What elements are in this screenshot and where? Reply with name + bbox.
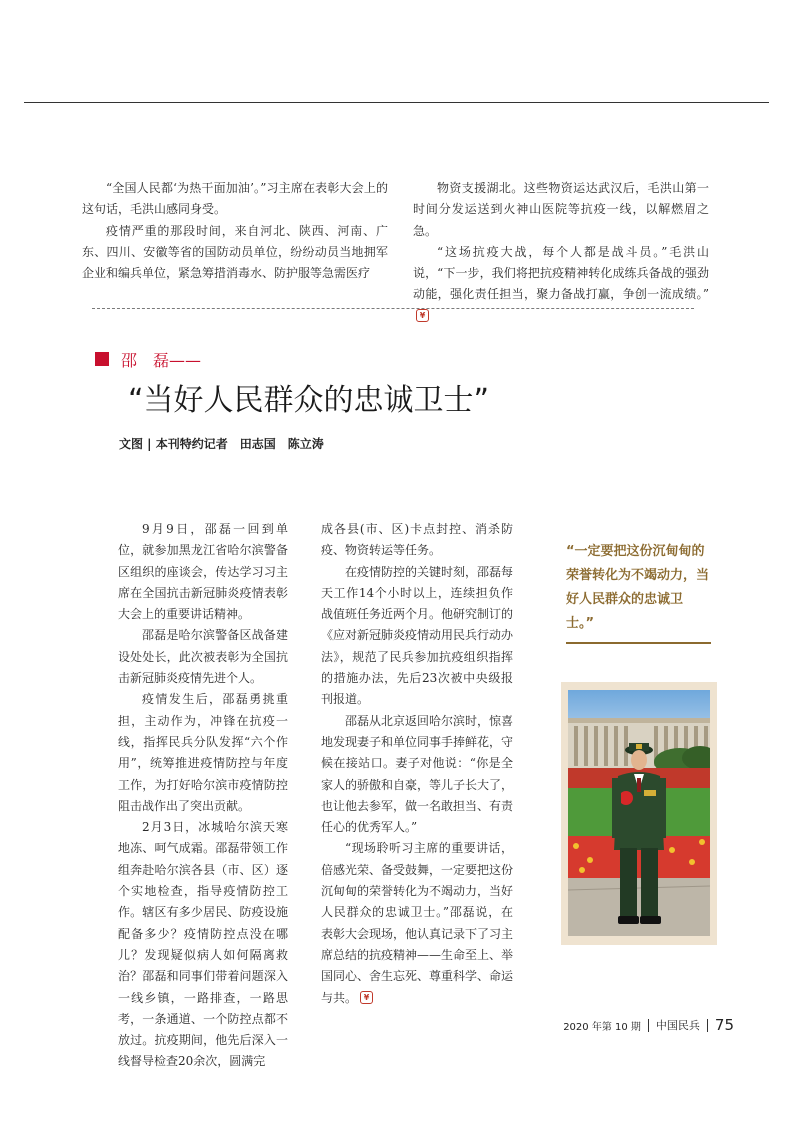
footer-divider <box>648 1019 649 1032</box>
paragraph: 在疫情防控的关键时刻，邵磊每天工作14个小时以上，连续担负作战值班任务近两个月。他研究制订的《应对新冠肺炎疫情动用民兵行动办法》，规范了民兵参加抗疫组织指挥的措施办法，先后23次被中央级报刊报道。 <box>321 564 514 707</box>
paragraph: “全国人民都‘为热干面加油’。”习主席在表彰大会上的这句话，毛洪山感同身受。 <box>82 181 388 217</box>
paragraph: 疫情严重的那段时间，来自河北、陕西、河南、广东、四川、安徽等省的国防动员单位，纷纷动员当地拥军企业和编兵单位，紧急筹措消毒水、防护服等急需医疗 <box>82 223 388 281</box>
red-square-icon <box>95 352 109 366</box>
header-rule <box>24 102 769 103</box>
photo-frame <box>561 682 717 945</box>
paragraph: 邵磊从北京返回哈尔滨时，惊喜地发现妻子和单位同事手捧鲜花，守候在接站口。妻子对他说：“你是全家人的骄傲和自豪，等儿子长大了，也让他去参军，做一名敢担当、有责任心的优秀军人。” <box>321 713 514 835</box>
prev-article-left-column <box>82 178 388 284</box>
article-column-1 <box>118 519 288 1073</box>
officer-photo <box>568 690 710 936</box>
pull-quote-text: “一定要把这份沉甸甸的荣誉转化为不竭动力，当好人民群众的忠诚卫士。” <box>566 544 710 631</box>
name-label: 邵 磊—— <box>121 350 202 370</box>
paragraph: 邵磊是哈尔滨警备区战备建设处处长，此次被表彰为全国抗击新冠肺炎疫情先进个人。 <box>118 628 288 686</box>
pull-quote <box>566 540 711 644</box>
paragraph: 疫情发生后，邵磊勇挑重担，主动作为，冲锋在抗疫一线，指挥民兵分队发挥“六个作用”，统筹推进疫情防控与年度工作，为打好哈尔滨市疫情防控阻击战作出了突出贡献。 <box>118 692 288 813</box>
section-divider <box>92 308 694 309</box>
issue-label: 2020 年第 10 期 <box>563 1021 641 1033</box>
paragraph: 物资支援湖北。这些物资运达武汉后，毛洪山第一时间分发运送到火神山医院等抗疫一线，以解燃眉之急。 <box>413 181 709 238</box>
name-label-row <box>95 347 201 371</box>
article-title: “当好人民群众的忠诚卫士” <box>128 383 490 418</box>
paragraph <box>413 242 709 327</box>
paragraph: 2月3日，冰城哈尔滨天寒地冻、呵气成霜。邵磊带领工作组奔赴哈尔滨各县（市、区）逐个实地检查，指导疫情防控工作。辖区有多少居民、防疫设施配备多少？疫情防控点没在哪儿？发现疑似病人如何隔离救治？邵磊和同事们带着问题深入一线乡镇，一路排查，一路思考，一条通道、一个防控点都不放过。抗疫期间，他先后深入一线督导检查20余次，圆满完 <box>118 820 288 1069</box>
end-mark-icon: ¥ <box>416 309 429 322</box>
page-footer <box>563 1016 734 1034</box>
pull-quote-rule <box>566 642 711 644</box>
paragraph <box>321 838 513 1008</box>
officer-photo-illustration <box>568 690 710 936</box>
page-number: 75 <box>714 1016 734 1034</box>
magazine-name: 中国民兵 <box>655 1019 700 1032</box>
paragraph-text: “这场抗疫大战，每个人都是战斗员。”毛洪山说，“下一步，我们将把抗疫精神转化成练兵备战的强劲动能，强化责任担当，聚力备战打赢，争创一流成绩。” <box>413 244 709 302</box>
footer-divider <box>707 1019 708 1032</box>
article-column-2 <box>321 519 513 1009</box>
paragraph: 9月9日，邵磊一回到单位，就参加黑龙江省哈尔滨警备区组织的座谈会，传达学习习主席在全国抗击新冠肺炎疫情表彰大会上的重要讲话精神。 <box>118 522 288 622</box>
paragraph-text: “现场聆听习主席的重要讲话，倍感光荣、备受鼓舞，一定要把这份沉甸甸的荣誉转化为不竭动力，当好人民群众的忠诚卫士。”邵磊说，在表彰大会现场，他认真记录下了习主席总结的抗疫精神——生命至上、举国同心、舍生忘死、尊重科学、命运与共。 <box>321 841 514 1005</box>
byline: 文图 | 本刊特约记者 田志国 陈立涛 <box>119 437 324 451</box>
prev-article-right-column <box>413 178 709 327</box>
paragraph: 成各县(市、区)卡点封控、消杀防疫、物资转运等任务。 <box>321 522 513 558</box>
end-mark-icon: ¥ <box>360 991 373 1004</box>
